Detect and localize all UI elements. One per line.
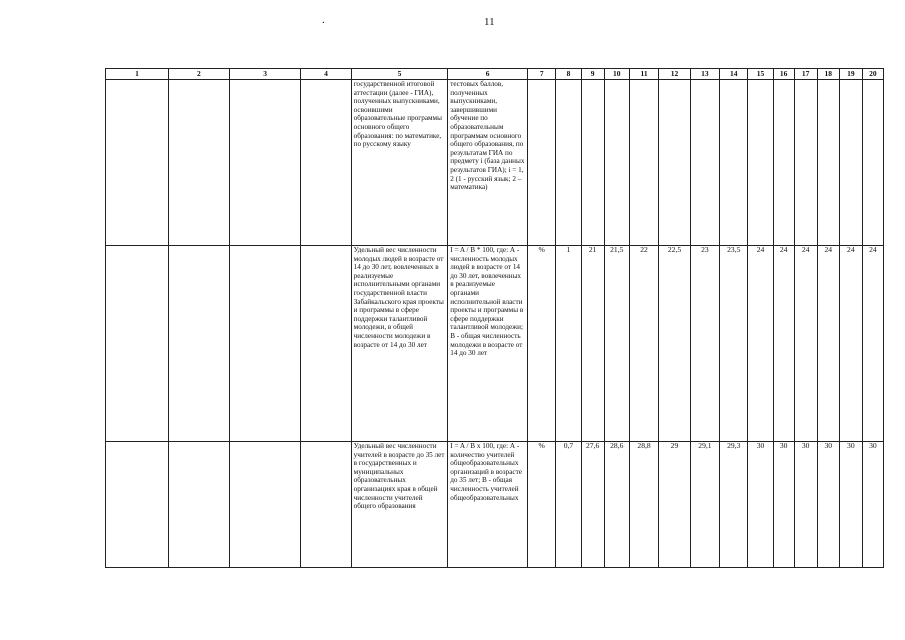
- value-cell: [748, 80, 773, 246]
- col-header: 13: [690, 69, 719, 80]
- value-cell: [629, 80, 658, 246]
- value-cell: [581, 80, 604, 246]
- page-number: 11: [484, 16, 495, 28]
- indicators-table: [105, 68, 884, 568]
- value-cell: [794, 80, 817, 246]
- col-header: 1: [106, 69, 169, 80]
- col-header: 10: [604, 69, 629, 80]
- value-cell: 1: [556, 246, 581, 442]
- col-header: 3: [229, 69, 300, 80]
- col-header: 4: [301, 69, 351, 80]
- page-mark: .: [322, 14, 325, 26]
- col-header: 6: [448, 69, 528, 80]
- col-header: 11: [629, 69, 658, 80]
- value-cell: [817, 80, 839, 246]
- col-header: 15: [748, 69, 773, 80]
- indicator-formula: I = A / B * 100, где: А - численность молодых людей в возрасте от 14 до 30 лет, вовлеченных в реализуемые органами исполнительной власти проекты и программы в сфере поддержки талантливой молодежи; В - общая численность молодежи в возрасте от 14 до 30 лет: [448, 246, 528, 442]
- value-cell: 24: [794, 246, 817, 442]
- value-cell: 22,5: [659, 246, 690, 442]
- value-cell: 30: [748, 442, 773, 568]
- value-cell: [773, 80, 794, 246]
- value-cell: 27,6: [581, 442, 604, 568]
- value-cell: 24: [839, 246, 862, 442]
- indicator-formula: тестовых баллов, полученных выпускниками, завершившими обучение по образовательным программам основного общего образования, по результатам ГИА по предмету i (база данных результатов ГИА); i = 1, 2 (1 - русский язык; 2 – математика): [448, 80, 528, 246]
- value-cell: 24: [862, 246, 883, 442]
- col-header: 16: [773, 69, 794, 80]
- col-header: 17: [794, 69, 817, 80]
- value-cell: 30: [817, 442, 839, 568]
- value-cell: 30: [794, 442, 817, 568]
- value-cell: 30: [862, 442, 883, 568]
- value-cell: 21,5: [604, 246, 629, 442]
- col-header: 19: [839, 69, 862, 80]
- value-cell: 30: [839, 442, 862, 568]
- table-row: [106, 442, 884, 568]
- value-cell: 24: [773, 246, 794, 442]
- value-cell: [862, 80, 883, 246]
- value-cell: 23,5: [720, 246, 748, 442]
- indicator-formula: I = A / B x 100, где: А - количество учителей общеобразовательных организаций в возрасте до 35 лет; В - общая численность учителей общеобразовательных: [448, 442, 528, 568]
- value-cell: 29,3: [720, 442, 748, 568]
- value-cell: 28,6: [604, 442, 629, 568]
- table-row: [106, 246, 884, 442]
- col-header: 9: [581, 69, 604, 80]
- indicator-name: Удельный вес численности молодых людей в возрасте от 14 до 30 лет, вовлеченных в реализуемые исполнительными органами государственной власти Забайкальского края проекты и программы в сфере поддержки талантливой молодежи, в общей численности молодежи в возрасте от 14 до 30 лет: [351, 246, 448, 442]
- value-cell: [839, 80, 862, 246]
- value-cell: 24: [748, 246, 773, 442]
- value-cell: 24: [817, 246, 839, 442]
- col-header: 14: [720, 69, 748, 80]
- col-header: 8: [556, 69, 581, 80]
- value-cell: [604, 80, 629, 246]
- col-header: 2: [168, 69, 229, 80]
- indicator-name: Удельный вес численности учителей в возрасте до 35 лет в государственных и муниципальных образовательных организациях края в общей численности учителей общего образования: [351, 442, 448, 568]
- value-cell: [720, 80, 748, 246]
- col-header: 12: [659, 69, 690, 80]
- col-header: 5: [351, 69, 448, 80]
- value-cell: 29: [659, 442, 690, 568]
- indicator-name: государственной итоговой аттестации (далее - ГИА), полученных выпускниками, освоившими образовательные программы основного общего образования: по математике, по русскому языку: [351, 80, 448, 246]
- unit-cell: %: [528, 246, 556, 442]
- value-cell: [659, 80, 690, 246]
- value-cell: 0,7: [556, 442, 581, 568]
- value-cell: 29,1: [690, 442, 719, 568]
- value-cell: 21: [581, 246, 604, 442]
- col-header: 18: [817, 69, 839, 80]
- value-cell: 23: [690, 246, 719, 442]
- col-header: 20: [862, 69, 883, 80]
- value-cell: 22: [629, 246, 658, 442]
- value-cell: 30: [773, 442, 794, 568]
- table-row: [106, 80, 884, 246]
- value-cell: 28,8: [629, 442, 658, 568]
- value-cell: [556, 80, 581, 246]
- unit-cell: %: [528, 442, 556, 568]
- col-header: 7: [528, 69, 556, 80]
- header-row: [106, 69, 884, 80]
- unit-cell: [528, 80, 556, 246]
- value-cell: [690, 80, 719, 246]
